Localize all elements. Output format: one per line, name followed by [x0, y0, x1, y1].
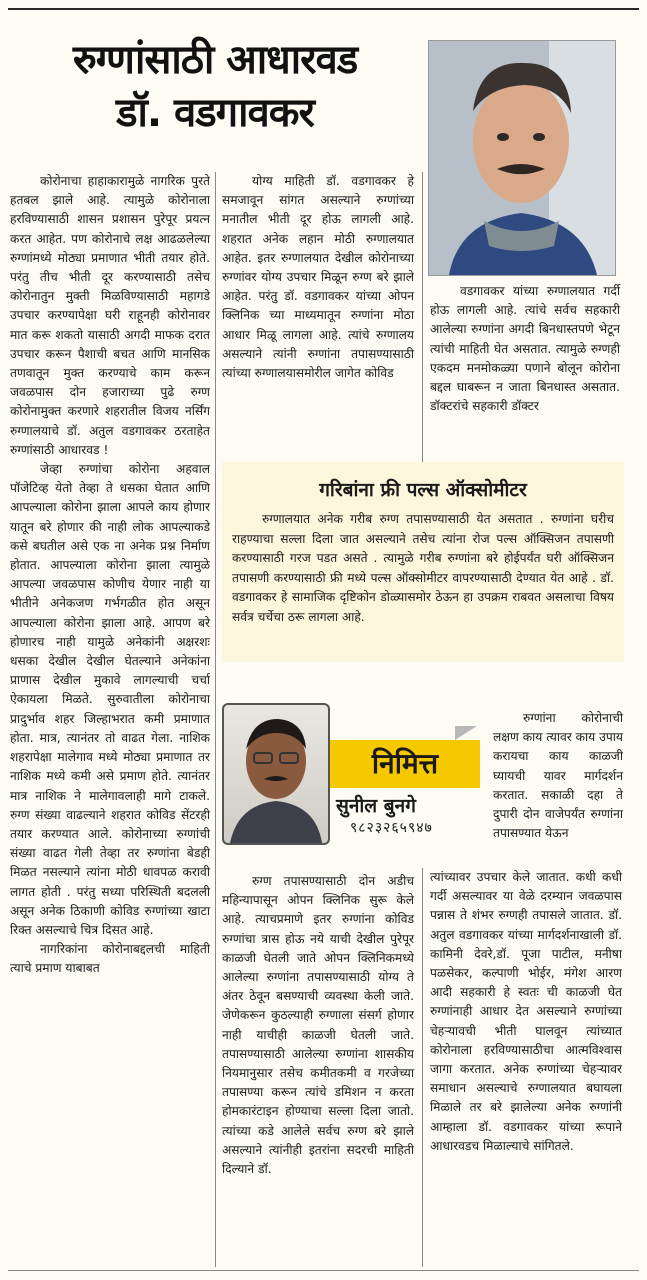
column-divider: [215, 172, 216, 1267]
paragraph: जेव्हा रुग्णांचा कोरोना अहवाल पॉजेटिव्ह येतो तेव्हा ते धसका घेतात आणि आपल्याला कोरोना झाला आपले काय होणार यातून बरे होणार की नाही लोक आपल्याकडे कसे बघतील असे एक ना अनेक प्रश्न निर्माण होतात. आपल्याला कोरोना झाला त्यामुळे आपल्या जवळपास कोणीच येणार नाही या भीतीने अनेकजण गर्भगळीत होत असून आपल्याला कोरोना झाला आहे. आपण बरे होणारच नाही यामुळे अनेकांनी अक्षरशः धसका देखील देखील घेतल्याने अनेकांना प्राणास देखील मुकावे लागल्याची चर्चा ऐकायला मिळते. सुरुवातीला कोरोनाचा प्रादुर्भाव शहर जिल्हाभरात कमी प्रमाणात होता. मात्र, त्यानंतर तो वाढत गेला. नाशिक शहरापेक्षा मालेगाव मध्ये मोठ्या प्रमाणात तर नाशिक मध्ये कमी असे प्रमाण होते. त्यानंतर मात्र नाशिक ने मालेगावलाही मागे टाकले. रुग्ण संख्या वाढल्याने शहरात कोविड सेंटरही तयार करण्यात आले. कोरोनाच्या रुग्णांची संख्या वाढत गेली तेव्हा तर रुग्णांना बेडही मिळत नसल्याने त्यांना मोठी धावपळ करावी लागत होती . परंतु सध्या परिस्थिती बदलली असून अनेक ठिकाणी कोविड रुग्णांच्या खाटा रिक्त असल्याचे चित्र दिसत आहे.: [10, 462, 210, 937]
column-5-bottom: [430, 868, 622, 1156]
side-box-title: गरिबांना फ्री पल्स ऑक्सोमीटर: [319, 479, 527, 501]
author-portrait-icon: [224, 705, 328, 843]
paragraph: रुग्ण तपासण्यासाठी दोन अडीच महिन्यापासून ओपन क्लिनिक सुरू केले आहे. त्याचप्रमाणे इतर रुग्णांना कोविड रुग्णांचा त्रास होऊ नये याची देखील पुरेपूर काळजी घेतली जाते ओपन क्लिनिकमध्ये आलेल्या रुग्णांना तपासण्यासाठी योग्य ते अंतर ठेवून बसण्याची व्यवस्था केली जाते. जेणेकरून कुठल्याही रुग्णाला संसर्ग होणार नाही याचीही काळजी घेतली जाते. तपासण्यासाठी आलेल्या रुग्णांना शासकीय नियमानुसार तसेच कमीतकमी व गरजेच्या तपासण्या करून त्यांचे डमिशन न करता होमकारंटाइन होण्याचा सल्ला दिला जातो. त्यांच्या कडे आलेले सर्वच रुग्ण बरे झाले असल्याने त्यांनीही इतरांना सदरची माहिती दिल्याने डॉ.: [222, 874, 414, 1177]
headline-line-2: डॉ. वडगावकर: [116, 90, 314, 136]
column-3: [430, 282, 620, 416]
author-name: सुनील बुनगे: [336, 795, 416, 817]
headline-line-1: रुग्णांसाठी आधारवड: [72, 37, 358, 83]
author-photo: [222, 703, 330, 845]
paragraph: नागरिकांना कोरोनाबद्दलची माहिती त्याचे प्रमाण याबाबत: [10, 942, 210, 976]
headline: [10, 34, 420, 140]
column-1: [10, 172, 210, 979]
section-tag: निमित्त: [330, 740, 480, 788]
top-rule: [8, 8, 639, 10]
column-divider: [422, 868, 423, 1267]
side-box-body: रुग्णालयात अनेक गरीब रुग्ण तपासण्यासाठी येत असतात . रुग्णांना घरीच राहण्याचा सल्ला दिला जात असल्याने तसेच त्यांना रोज पल्स ऑक्सिजन तपासणी करण्यासाठी गरज पडत असते . त्यामुळे गरीब रुग्णांना बरे होईपर्यंत घरी ऑक्सिजन तपासणी करण्यासाठी फ्री मध्ये पल्स ऑक्सोमीटर वापरण्यासाठी देण्यात येत आहे . डॉ. वडगावकर हे सामाजिक दृष्टिकोन डोळ्यासमोर ठेऊन हा उपक्रम राबवत असलाचा विषय सर्वत्र चर्चेचा ठरू लागला आहे.: [232, 512, 614, 624]
side-box-text: [232, 510, 614, 627]
paragraph: रुग्णांना कोरोनाची लक्षण काय त्यावर काय उपाय करायचा काय काळजी घ्यायची यावर मार्गदर्शन करतात. सकाळी दहा ते दुपारी दोन वाजेपर्यंत रुग्णांना तपासण्यात येऊन: [493, 711, 623, 841]
side-box: [222, 462, 624, 662]
column-divider: [422, 172, 423, 462]
bottom-rule: [8, 1270, 639, 1271]
doctor-photo: [428, 40, 616, 276]
column-5-top: [493, 709, 623, 843]
paragraph: योग्य माहिती डॉ. वडगावकर हे समजावून सांगत असल्याने रुग्णांच्या मनातील भीती दूर होऊ लागली आहे. शहरात अनेक लहान मोठी रुग्णालयात आहेत. इतर रुग्णालयात देखील कोरोनाच्या रुग्णांवर योग्य उपचार मिळून रुग्ण बरे झाले आहेत. परंतु डॉ. वडगावकर यांच्या ओपन क्लिनिक च्या माध्यमातून रुग्णांना मोठा आधार मिळू लागला आहे. त्यांचे रुग्णालय असल्याने त्यांनी रुग्णांना तपासण्यासाठी त्यांच्या रुग्णालयासमोरील जागेत कोविड: [222, 174, 414, 381]
doctor-portrait-icon: [429, 41, 615, 275]
paragraph: वडगावकर यांच्या रुग्णालयात गर्दी होऊ लागली आहे. त्यांचे सर्वच सहकारी आलेल्या रुग्णांना अगदी बिनधास्तपणे भेटून त्यांची माहिती घेत असतात. त्यामुळे रुग्णही एकदम मनमोकळ्या पणाने बोलून कोरोना बद्दल घाबरून न जाता बिनधास्त असतात. डॉक्टरांचे सहकारी डॉक्टर: [430, 284, 620, 414]
column-4: [222, 872, 414, 1179]
author-phone: ९८२३२६५९४७: [350, 820, 433, 836]
paragraph: त्यांच्यावर उपचार केले जातात. कधी कधी गर्दी असल्यावर या वेळे दरम्यान जवळपास पन्नास ते शंभर रुग्णही तपासले जातात. डॉ. अतुल वडगावकर यांच्या मार्गदर्शनाखाली डॉ. कामिनी देवरे,डॉ. पूजा पाटील, मनीषा पळसेकर, कल्पाणी भोईर, मंगेश आरण आदी सहकारी हे स्वतः ची काळजी घेत रुग्णांनाही आधार देत असल्याने रुग्णांच्या चेहऱ्यावची भीती घालवून त्यांच्यात कोरोनाला हरविण्यासाठीचा आत्मविश्वास जागा करतात. अनेक रुग्णांच्या चेहऱ्यावर समाधान असल्याचे रुग्णालयात बघायला मिळाले तर बरे झालेल्या अनेक रुग्णांनी आम्हाला डॉ. वडगावकर यांच्या रूपाने आधारवडच मिळाल्याचे सांगितले.: [430, 870, 622, 1153]
tag-arrow-icon: [455, 726, 477, 740]
paragraph: कोरोनाचा हाहाकारामुळे नागरिक पुरते हतबल झाले आहे. त्यामुळे कोरोनाला हरविण्यासाठी शासन प्रशासन पुरेपूर प्रयत्न करत आहेत. पण कोरोनाचे लक्ष आढळलेल्या रुग्णांमध्ये मोठ्या प्रमाणात भीती तयार होते. परंतु तीच भीती दूर करण्यासाठी तसेच कोरोनातुन मुक्ती मिळविण्यासाठी महागडे उपचार करण्यापेक्षा घरी राहूनही कोरोनावर मात करू शकतो यासाठी अगदी माफक दरात उपचार करून पैशाची बचत आणि मानसिक तणवातून मुक्त करण्याचे काम करून जवळपास दोन हजाराच्या पुढे रुग्ण कोरोनामुक्त करणारे शहरातील विजय नर्सिंग रुग्णालयाचे डॉ. अतुल वडगावकर ठरताहेत रुग्णांसाठी आधारवड !: [10, 174, 210, 457]
column-2: [222, 172, 414, 383]
